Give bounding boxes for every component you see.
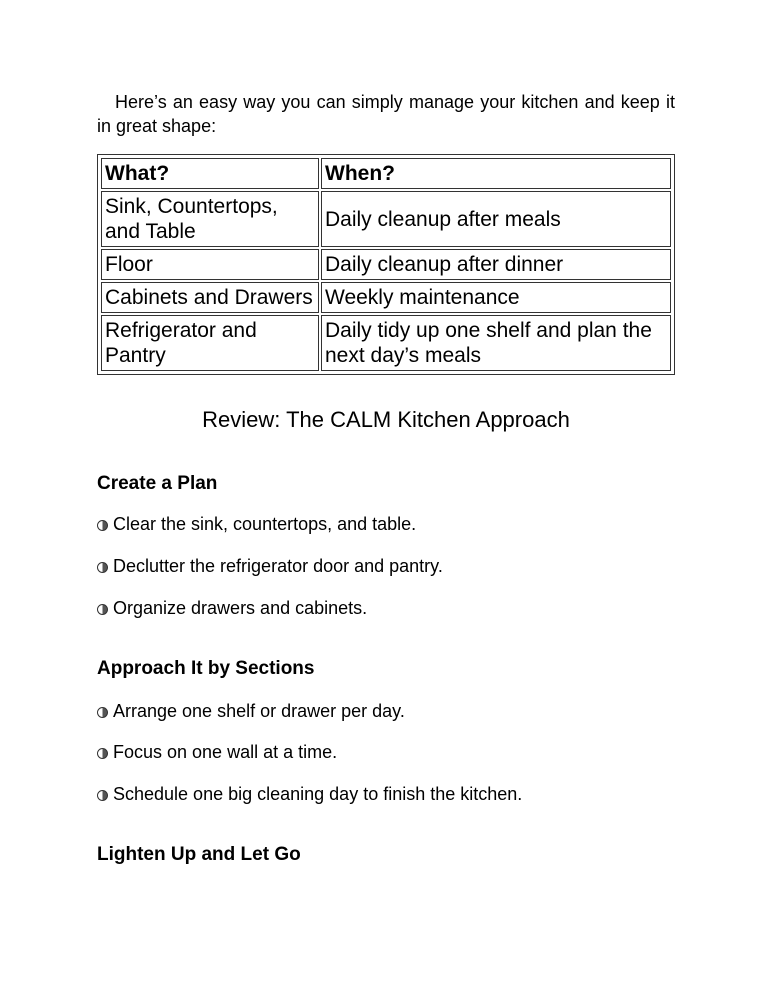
list-item-text: Schedule one big cleaning day to finish the kitchen. [113,784,523,804]
section-heading: Lighten Up and Let Go [97,844,301,865]
list-item-text: Declutter the refrigerator door and pantry. [113,556,443,576]
schedule-table [99,156,673,373]
table-cell-what: Floor [101,249,319,280]
table-cell-when: Daily tidy up one shelf and plan the next day’s meals [321,315,671,371]
bullet-circle-icon [97,748,108,759]
list-item [97,742,337,763]
table-row [101,282,671,313]
table-header-when: When? [321,158,671,189]
list-item [97,784,522,805]
list-item-text: Organize drawers and cabinets. [113,598,368,618]
section-heading: Approach It by Sections [97,658,315,679]
bullet-circle-icon [97,520,108,531]
table-cell-when: Daily cleanup after dinner [321,249,671,280]
list-item-text: Arrange one shelf or drawer per day. [113,701,405,721]
list-item [97,514,416,535]
list-item-text: Focus on one wall at a time. [113,742,338,762]
table-cell-when: Daily cleanup after meals [321,191,671,247]
bullet-circle-icon [97,707,108,718]
table-row [101,315,671,371]
list-item [97,556,443,577]
table-cell-what: Sink, Countertops, and Table [101,191,319,247]
review-title: Review: The CALM Kitchen Approach [202,407,570,432]
intro-paragraph [97,90,675,138]
bullet-circle-icon [97,790,108,801]
table-header-what: What? [101,158,319,189]
section-heading: Create a Plan [97,473,218,494]
intro-text: Here’s an easy way you can simply manage your kitchen and keep it in great shape: [97,92,675,136]
list-item-text: Clear the sink, countertops, and table. [113,514,417,534]
schedule-table-frame [97,154,675,375]
list-item [97,701,405,722]
bullet-circle-icon [97,604,108,615]
table-row [101,191,671,247]
table-cell-when: Weekly maintenance [321,282,671,313]
table-cell-what: Cabinets and Drawers [101,282,319,313]
table-cell-what: Refrigerator and Pantry [101,315,319,371]
table-row [101,249,671,280]
table-header-row [101,158,671,189]
list-item [97,598,367,619]
bullet-circle-icon [97,562,108,573]
